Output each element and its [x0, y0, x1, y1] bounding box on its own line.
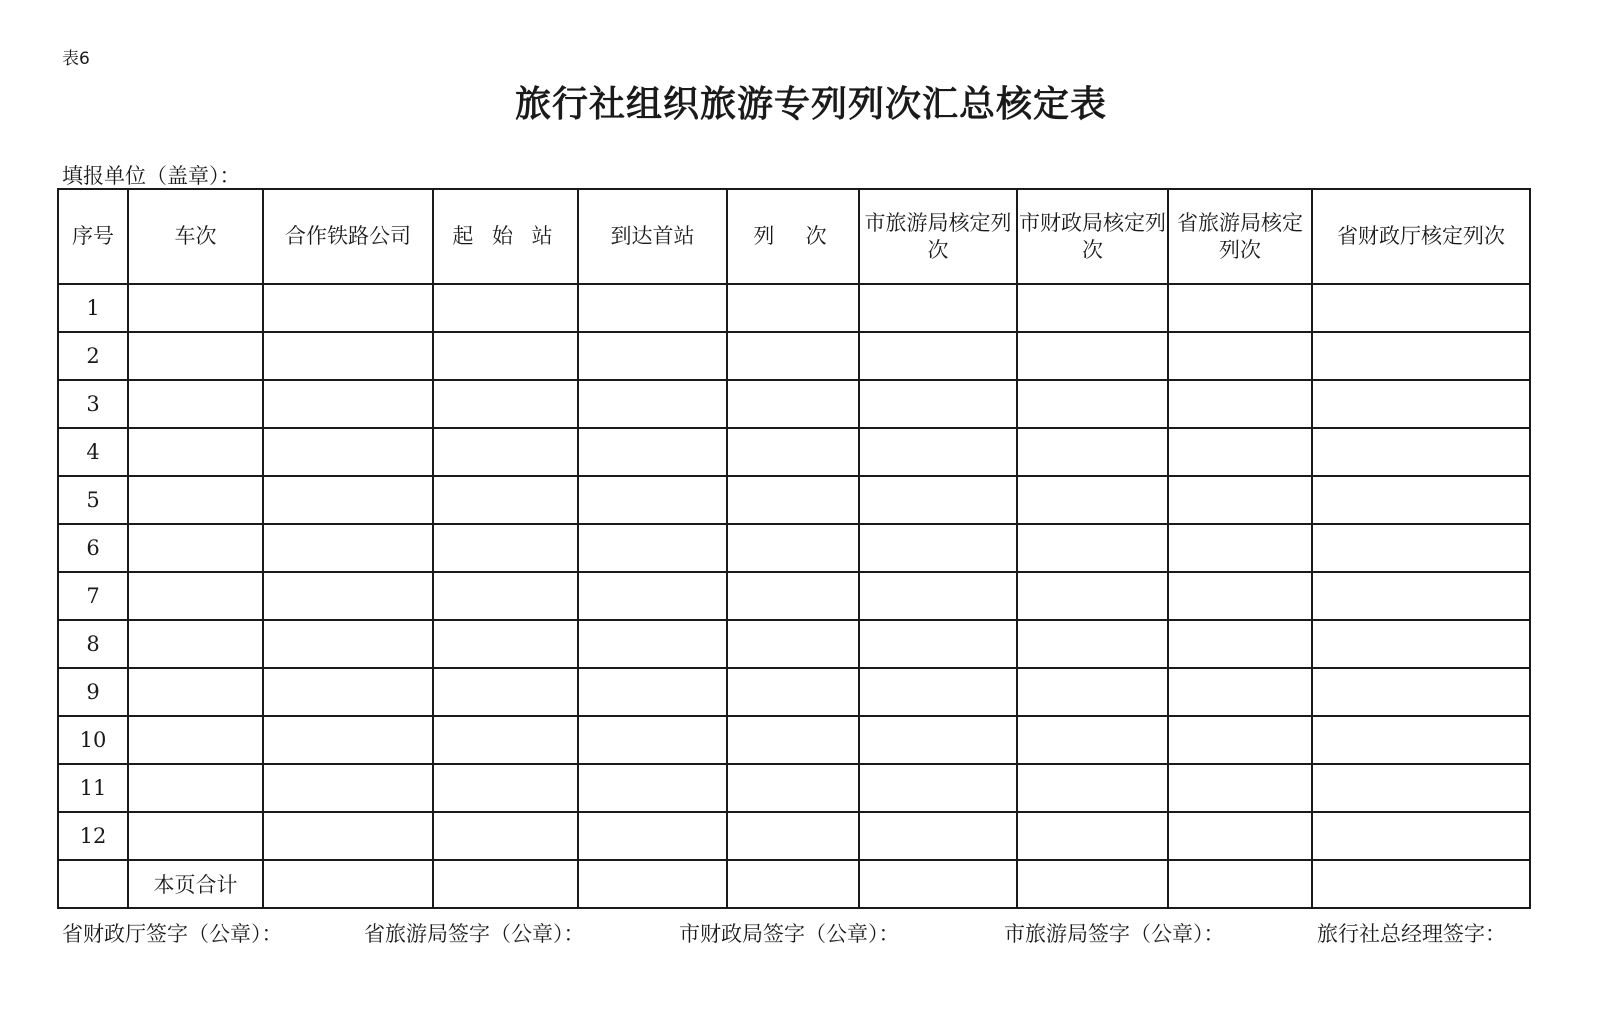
cell-prov-finance[interactable] [1312, 620, 1530, 668]
cell-prov-finance[interactable] [1312, 764, 1530, 812]
cell-prov-tourism[interactable] [1168, 284, 1312, 332]
cell-railway-company[interactable] [263, 716, 433, 764]
cell-train-count[interactable] [727, 716, 859, 764]
cell-prov-tourism[interactable] [1168, 524, 1312, 572]
cell-prov-finance[interactable] [1312, 812, 1530, 860]
cell-first-arrival[interactable] [578, 524, 727, 572]
cell-train-no[interactable] [128, 620, 263, 668]
row-seq: 1 [58, 284, 128, 332]
city-tourism-signature: 市旅游局签字（公章）： [1004, 922, 1225, 946]
cell-first-arrival[interactable] [578, 380, 727, 428]
cell-railway-company[interactable] [263, 380, 433, 428]
cell-city-tourism[interactable] [859, 620, 1017, 668]
total-row [58, 860, 1530, 908]
cell-origin-station[interactable] [433, 620, 578, 668]
total-first-arrival-cell[interactable] [578, 860, 727, 908]
cell-city-finance[interactable] [1017, 668, 1168, 716]
cell-railway-company[interactable] [263, 812, 433, 860]
cell-train-count[interactable] [727, 572, 859, 620]
table-row [58, 716, 1530, 764]
cell-train-no[interactable] [128, 428, 263, 476]
cell-origin-station[interactable] [433, 524, 578, 572]
cell-train-count[interactable] [727, 764, 859, 812]
cell-train-count[interactable] [727, 812, 859, 860]
cell-origin-station[interactable] [433, 380, 578, 428]
cell-city-finance[interactable] [1017, 428, 1168, 476]
cell-city-tourism[interactable] [859, 668, 1017, 716]
cell-first-arrival[interactable] [578, 764, 727, 812]
cell-city-finance[interactable] [1017, 812, 1168, 860]
row-seq: 9 [58, 668, 128, 716]
cell-first-arrival[interactable] [578, 332, 727, 380]
cell-railway-company[interactable] [263, 284, 433, 332]
cell-city-finance[interactable] [1017, 620, 1168, 668]
cell-city-tourism[interactable] [859, 476, 1017, 524]
table-row [58, 284, 1530, 332]
page-title: 旅行社组织旅游专列列次汇总核定表 [514, 83, 1107, 125]
row-seq: 8 [58, 620, 128, 668]
cell-prov-tourism[interactable] [1168, 668, 1312, 716]
cell-origin-station[interactable] [433, 284, 578, 332]
cell-city-tourism[interactable] [859, 572, 1017, 620]
cell-prov-tourism[interactable] [1168, 716, 1312, 764]
summary-table [57, 188, 1531, 909]
cell-train-count[interactable] [727, 620, 859, 668]
table-body [58, 284, 1530, 908]
cell-train-no[interactable] [128, 668, 263, 716]
cell-train-count[interactable] [727, 476, 859, 524]
cell-railway-company[interactable] [263, 764, 433, 812]
cell-railway-company[interactable] [263, 668, 433, 716]
cell-train-no[interactable] [128, 572, 263, 620]
cell-train-no[interactable] [128, 380, 263, 428]
table-row [58, 620, 1530, 668]
header-city-finance: 市财政局核定列次 [1017, 189, 1168, 284]
cell-railway-company[interactable] [263, 428, 433, 476]
row-seq: 7 [58, 572, 128, 620]
cell-train-no[interactable] [128, 332, 263, 380]
cell-train-no[interactable] [128, 524, 263, 572]
cell-city-tourism[interactable] [859, 812, 1017, 860]
cell-train-no[interactable] [128, 476, 263, 524]
cell-first-arrival[interactable] [578, 716, 727, 764]
cell-train-count[interactable] [727, 668, 859, 716]
cell-first-arrival[interactable] [578, 428, 727, 476]
total-prov-finance-cell[interactable] [1312, 860, 1530, 908]
cell-city-finance[interactable] [1017, 764, 1168, 812]
cell-prov-tourism[interactable] [1168, 764, 1312, 812]
header-first-arrival: 到达首站 [578, 189, 727, 284]
city-finance-signature: 市财政局签字（公章）： [679, 922, 900, 946]
cell-city-tourism[interactable] [859, 332, 1017, 380]
cell-first-arrival[interactable] [578, 572, 727, 620]
cell-prov-tourism[interactable] [1168, 332, 1312, 380]
table-row [58, 764, 1530, 812]
cell-origin-station[interactable] [433, 764, 578, 812]
table-row [58, 668, 1530, 716]
cell-prov-tourism[interactable] [1168, 428, 1312, 476]
cell-city-finance[interactable] [1017, 716, 1168, 764]
cell-prov-finance[interactable] [1312, 380, 1530, 428]
cell-train-count[interactable] [727, 524, 859, 572]
row-seq: 6 [58, 524, 128, 572]
cell-prov-finance[interactable] [1312, 332, 1530, 380]
cell-city-finance[interactable] [1017, 524, 1168, 572]
total-city-finance-cell[interactable] [1017, 860, 1168, 908]
header-train-count: 列 次 [727, 189, 859, 284]
total-seq-cell [58, 860, 128, 908]
cell-origin-station[interactable] [433, 428, 578, 476]
header-origin-station: 起 始 站 [433, 189, 578, 284]
cell-prov-finance[interactable] [1312, 668, 1530, 716]
header-prov-finance: 省财政厅核定列次 [1312, 189, 1530, 284]
row-seq: 5 [58, 476, 128, 524]
cell-origin-station[interactable] [433, 572, 578, 620]
table-row [58, 572, 1530, 620]
total-railway-company-cell[interactable] [263, 860, 433, 908]
cell-city-tourism[interactable] [859, 380, 1017, 428]
cell-train-no[interactable] [128, 284, 263, 332]
header-train-no: 车次 [128, 189, 263, 284]
cell-city-finance[interactable] [1017, 284, 1168, 332]
cell-train-no[interactable] [128, 764, 263, 812]
cell-city-finance[interactable] [1017, 476, 1168, 524]
cell-train-count[interactable] [727, 284, 859, 332]
row-seq: 4 [58, 428, 128, 476]
cell-first-arrival[interactable] [578, 284, 727, 332]
cell-railway-company[interactable] [263, 476, 433, 524]
cell-prov-finance[interactable] [1312, 476, 1530, 524]
row-seq: 2 [58, 332, 128, 380]
header-seq: 序号 [58, 189, 128, 284]
cell-prov-tourism[interactable] [1168, 620, 1312, 668]
fill-unit-label: 填报单位（盖章）： [62, 164, 241, 188]
header-city-tourism: 市旅游局核定列次 [859, 189, 1017, 284]
cell-train-no[interactable] [128, 812, 263, 860]
cell-train-count[interactable] [727, 332, 859, 380]
total-city-tourism-cell[interactable] [859, 860, 1017, 908]
cell-prov-tourism[interactable] [1168, 812, 1312, 860]
table-row [58, 812, 1530, 860]
total-origin-station-cell[interactable] [433, 860, 578, 908]
row-seq: 10 [58, 716, 128, 764]
total-prov-tourism-cell[interactable] [1168, 860, 1312, 908]
cell-prov-finance[interactable] [1312, 284, 1530, 332]
cell-origin-station[interactable] [433, 476, 578, 524]
cell-city-finance[interactable] [1017, 332, 1168, 380]
table-row [58, 380, 1530, 428]
table-row [58, 332, 1530, 380]
table-row [58, 524, 1530, 572]
cell-prov-finance[interactable] [1312, 572, 1530, 620]
cell-origin-station[interactable] [433, 332, 578, 380]
cell-city-tourism[interactable] [859, 428, 1017, 476]
cell-city-tourism[interactable] [859, 764, 1017, 812]
table-number: 表6 [62, 49, 90, 69]
header-railway-company: 合作铁路公司 [263, 189, 433, 284]
cell-prov-finance[interactable] [1312, 524, 1530, 572]
cell-first-arrival[interactable] [578, 620, 727, 668]
agency-manager-signature: 旅行社总经理签字： [1317, 922, 1506, 946]
row-seq: 11 [58, 764, 128, 812]
prov-tourism-signature: 省旅游局签字（公章）： [364, 922, 585, 946]
cell-prov-finance[interactable] [1312, 716, 1530, 764]
cell-prov-tourism[interactable] [1168, 572, 1312, 620]
cell-city-tourism[interactable] [859, 524, 1017, 572]
cell-origin-station[interactable] [433, 668, 578, 716]
cell-railway-company[interactable] [263, 572, 433, 620]
header-prov-tourism: 省旅游局核定列次 [1168, 189, 1312, 284]
cell-train-no[interactable] [128, 716, 263, 764]
cell-city-finance[interactable] [1017, 380, 1168, 428]
cell-railway-company[interactable] [263, 524, 433, 572]
cell-city-finance[interactable] [1017, 572, 1168, 620]
header-row [58, 189, 1530, 284]
cell-prov-finance[interactable] [1312, 428, 1530, 476]
cell-train-count[interactable] [727, 380, 859, 428]
total-train-count-cell[interactable] [727, 860, 859, 908]
cell-origin-station[interactable] [433, 812, 578, 860]
table-row [58, 428, 1530, 476]
row-seq: 12 [58, 812, 128, 860]
cell-prov-tourism[interactable] [1168, 476, 1312, 524]
table-row [58, 476, 1530, 524]
cell-first-arrival[interactable] [578, 812, 727, 860]
cell-train-count[interactable] [727, 428, 859, 476]
cell-railway-company[interactable] [263, 332, 433, 380]
row-seq: 3 [58, 380, 128, 428]
cell-city-tourism[interactable] [859, 284, 1017, 332]
cell-railway-company[interactable] [263, 620, 433, 668]
cell-first-arrival[interactable] [578, 476, 727, 524]
prov-finance-signature: 省财政厅签字（公章）： [62, 922, 283, 946]
cell-first-arrival[interactable] [578, 668, 727, 716]
cell-origin-station[interactable] [433, 716, 578, 764]
total-label: 本页合计 [128, 860, 263, 908]
cell-city-tourism[interactable] [859, 716, 1017, 764]
cell-prov-tourism[interactable] [1168, 380, 1312, 428]
